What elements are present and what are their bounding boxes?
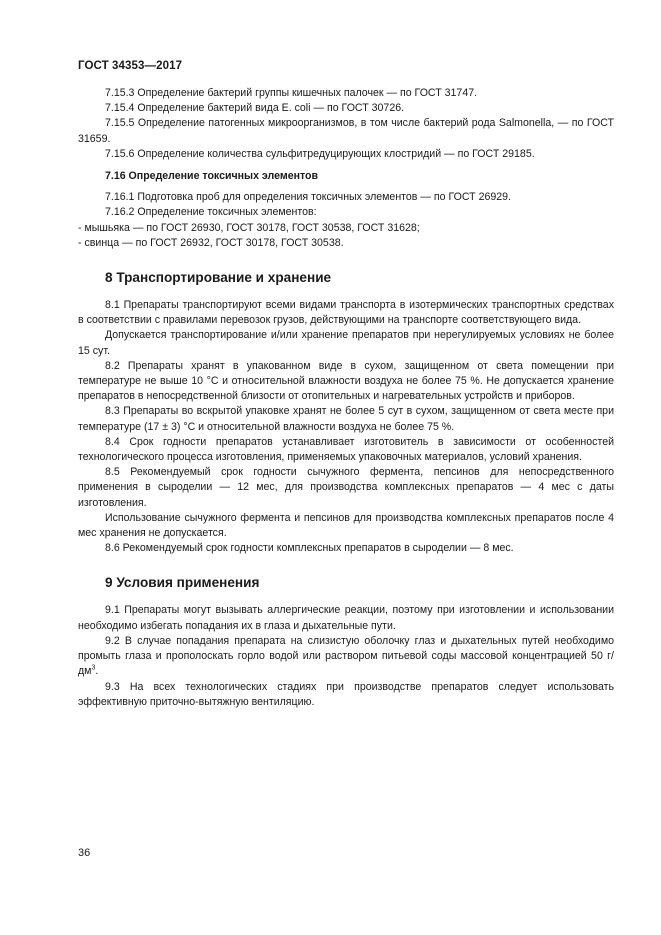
subsection-title-7-16: 7.16 Определение токсичных элементов [105,170,319,183]
paragraph-7-16-1: 7.16.1 Подготовка проб для определения токсичных элементов — по ГОСТ 26929. [105,191,511,204]
paragraph-8-5: 8.5 Рекомендуемый срок годности сычужного фермента, пепсинов для непосредственного применения в сыроделии — 12 мес, для производства комплексных препаратов — 4 мес с даты изготовления. [78,466,614,509]
paragraph-8-3: 8.3 Препараты во вскрытой упаковке хранят не более 5 сут в сухом, защищенном от света месте при температуре (17 ± 3) °С и относительной влажности воздуха не более 75 %. [78,405,614,433]
paragraph-8-1-b: Допускается транспортирование и/или хранение препаратов при нерегулируемых условиях не более 15 сут. [78,329,614,357]
paragraph-8-5-b: Использование сычужного фермента и пепсинов для производства комплексных препаратов после 4 мес хранения не допускается. [78,511,614,540]
paragraph-7-15-5: 7.15.5 Определение патогенных микроорганизмов, в том числе бактерий рода Salmonella, — по ГОСТ 31659. [78,117,614,145]
paragraph-8-1: 8.1 Препараты транспортируют всеми видами транспорта в изотермических транспортных средствах в соответствии с правилами перевозок грузов, действующими на транспорте соответствующего вида. [78,299,614,327]
paragraph-7-15-4: 7.15.4 Определение бактерий вида E. coli — по ГОСТ 30726. [105,102,405,115]
paragraph-7-15-3: 7.15.3 Определение бактерий группы кишечных палочек — по ГОСТ 31747. [105,87,478,99]
paragraph-9-2-end: . [95,665,99,678]
paragraph-8-4: 8.4 Срок годности препаратов устанавливает изготовитель в зависимости от особенностей технологического процесса изготовления, применяемых упаковочных материалов, условий хранения. [78,435,614,464]
superscript-3: 3 [91,664,96,672]
section-title-9: 9 Условия применения [105,575,260,591]
list-item-lead: - свинца — по ГОСТ 26932, ГОСТ 30178, ГОСТ 30538. [78,236,344,249]
standard-header: ГОСТ 34353—2017 [78,60,183,72]
paragraph-8-6: 8.6 Рекомендуемый срок годности комплексных препаратов в сыроделии — 8 мес. [105,542,514,555]
paragraph-8-2: 8.2 Препараты хранят в упакованном виде в сухом, защищенном от света помещении при температуре не выше 10 °С и относительной влажности воздуха не более 75 %. Не допускается хранение препаратов в непосредственной близости от отопительных и нагревательных устройств и приборов. [78,359,614,403]
paragraph-9-2 [78,634,614,680]
section-title-8: 8 Транспортирование и хранение [105,270,332,286]
page-number: 36 [78,847,91,859]
paragraph-7-15-6: 7.15.6 Определение количества сульфитредуцирующих клостридий — по ГОСТ 29185. [105,147,535,160]
list-item-arsenic: - мышьяка — по ГОСТ 26930, ГОСТ 30178, ГОСТ 30538, ГОСТ 31628; [78,221,420,234]
paragraph-9-1: 9.1 Препараты могут вызывать аллергические реакции, поэтому при изготовлении и использовании необходимо избегать попадания их в глаза и дыхательные пути. [78,604,614,632]
paragraph-7-16-2: 7.16.2 Определение токсичных элементов: [105,206,317,219]
page-body [78,86,614,710]
paragraph-9-2-text: 9.2 В случае попадания препарата на слизистую оболочку глаз и дыхательных путей необходимо промыть глаза и прополоскать горло водой или раствором питьевой соды массовой концентрацией 50 г/дм [78,634,614,678]
paragraph-9-3: 9.3 На всех технологических стадиях при производстве препаратов следует использовать эффективную приточно-вытяжную вентиляцию. [78,680,614,708]
